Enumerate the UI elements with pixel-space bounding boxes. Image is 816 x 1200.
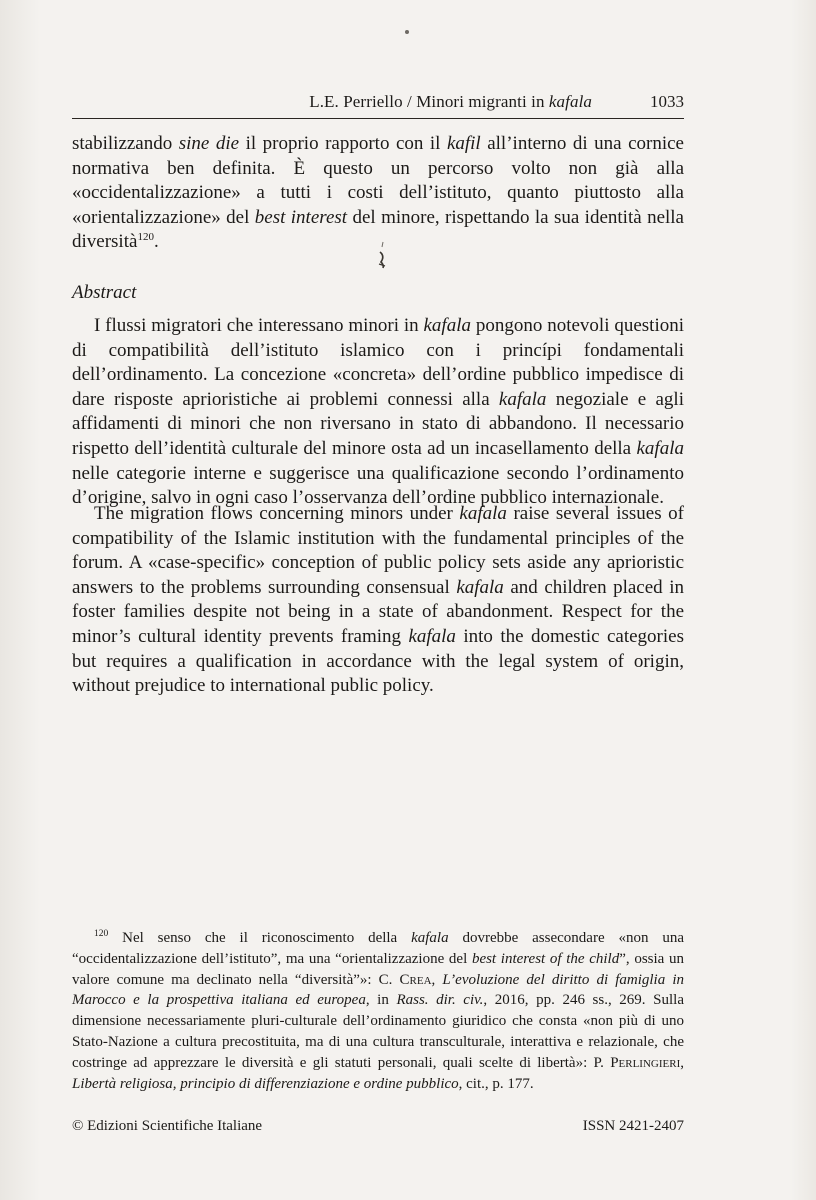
intro-text: stabilizzando sine die il proprio rapporto con il kafil all’interno di una cornice normativa ben definita. È questo un percorso volto non già alla «occidentalizzazione» a tutti i costi dell’istituto, quanto piuttosto alla «orientalizzazione» del best interest del minore, rispettando la sua identità nella diversità$^{120}$. — [72, 133, 684, 253]
abstract-english — [72, 502, 684, 699]
pencil-mark-icon — [374, 240, 390, 274]
abstract-english-text: The migration flows concerning minors under kafala raise several issues of compatibility of the Islamic institution with the fundamental principles of the forum. A «case-specific» conception of public policy sets aside any aprioristic answers to the problems surrounding consensual kafala and children placed in foster families despite not being in a state of abandonment. Respect for the minor’s cultural identity prevents framing kafala into the domestic categories but requires a qualification in accordance with the legal system of origin, without prejudice to international public policy. — [72, 503, 684, 697]
author-perlingieri: Perlingieri — [610, 1054, 681, 1071]
abstract-heading: Abstract — [72, 282, 137, 303]
abstract-italian-text: I flussi migratori che interessano minori in kafala pongono notevoli questioni di compatibilità dell’istituto islamico con i princípi fondamentali dell’ordinamento. La concezione «concreta» dell’ordine pubblico impedisce di dare risposte aprioristiche ai problemi connessi alla kafala negoziale e agli affidamenti di minori che non riversano in stato di abbandono. Il necessario rispetto dell’identità culturale del minore osta ad un incasellamento della kafala nelle categorie interne e suggerisce una qualificazione secondo l’ordinamento d’origine, salvo in ogni caso l’osservanza dell’ordine pubblico internazionale. — [72, 315, 685, 509]
footnote-text: $^{120}$ Nel senso che il riconoscimento della kafala dovrebbe assecondare «non una “occidentalizzazione dell’istituto”, ma una “orientalizzazione del best interest of the child”, ossia un valore comune ma declinato nella “diversità”»: C. Crea, L’evoluzione del diritto di famiglia in Marocco e la prospettiva italiana ed europea, in Rass. dir. civ., 2016, pp. 246 ss., 269. Sulla dimensione necessariamente pluri-culturale dell’ordinamento giuridico che consta «non più di uno Stato-Nazione a cultura precostituita, ma di una cultura transculturale, interattiva e relazionale, che costringe ad apprezzare le diversità e gli statuti personali, quali scelte di libertà»: P. Perlingieri, Libertà religiosa, principio di differenziazione e ordine pubblico, cit., p. 177. — [72, 929, 684, 1092]
running-title: L.E. Perriello / Minori migranti in kafala — [309, 92, 592, 111]
scan-speck — [405, 30, 409, 34]
footnote-120 — [72, 928, 684, 1094]
intro-paragraph — [72, 132, 684, 255]
author-crea: Crea — [399, 971, 432, 988]
page-number: 1033 — [650, 92, 684, 111]
issn-number: ISSN 2421-2407 — [582, 1118, 684, 1134]
publisher-notice: © Edizioni Scientifiche Italiane — [72, 1118, 263, 1134]
running-header — [72, 92, 684, 119]
footnote-number: 120 — [94, 929, 109, 939]
footnote-reference[interactable]: 120 — [137, 231, 154, 244]
abstract-italian — [72, 314, 684, 511]
